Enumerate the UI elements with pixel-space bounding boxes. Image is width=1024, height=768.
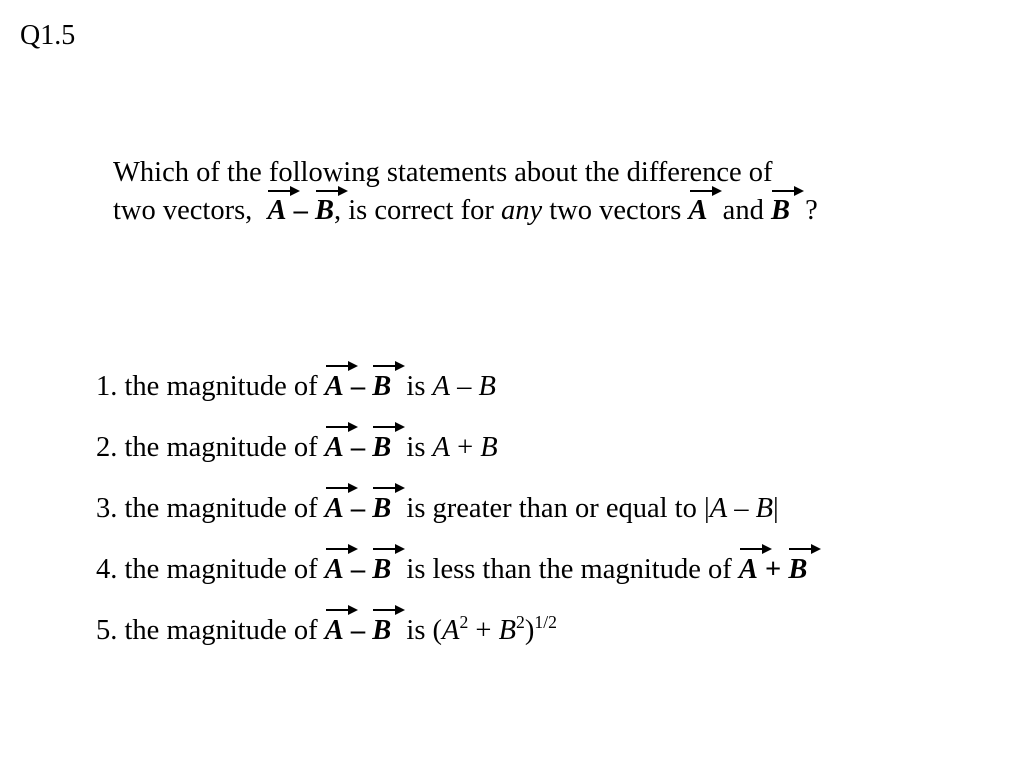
answer-option-4[interactable]: 4. the magnitude of A – B is less than the magnitude of A + B bbox=[96, 550, 996, 611]
vector-b-symbol: B bbox=[372, 367, 391, 407]
vector-a-symbol: A bbox=[325, 550, 344, 590]
vector-a-symbol: A bbox=[325, 428, 344, 468]
vector-b-symbol: B bbox=[372, 428, 391, 468]
question-line-2: two vectors, A – B, is correct for any two vectors A and B ? bbox=[113, 192, 973, 230]
vector-a-symbol: A bbox=[325, 367, 344, 407]
vector-a-symbol: A bbox=[325, 611, 344, 651]
answer-option-1[interactable]: 1. the magnitude of A – B is A – B bbox=[96, 367, 996, 428]
answer-option-5[interactable]: 5. the magnitude of A – B is $(A^2 + B^2)^{1/2}$ bbox=[96, 611, 996, 672]
answer-option-2[interactable]: 2. the magnitude of A – B is A + B bbox=[96, 428, 996, 489]
answer-option-3[interactable]: 3. the magnitude of A – B is greater than or equal to |A – B| bbox=[96, 489, 996, 550]
vector-a-symbol: A bbox=[689, 192, 708, 230]
question-id: Q1.5 bbox=[20, 20, 76, 51]
vector-a-symbol: A bbox=[267, 192, 286, 230]
vector-b-symbol: B bbox=[372, 611, 391, 651]
vector-b-symbol: B bbox=[771, 192, 790, 230]
vector-b-symbol: B bbox=[372, 489, 391, 529]
vector-b-symbol: B bbox=[315, 192, 334, 230]
question-prompt bbox=[113, 154, 973, 230]
vector-a-symbol: A bbox=[325, 489, 344, 529]
vector-b-symbol: B bbox=[372, 550, 391, 590]
vector-a-symbol: A bbox=[739, 550, 758, 590]
question-line-1: Which of the following statements about the difference of bbox=[113, 157, 773, 188]
vector-b-symbol: B bbox=[788, 550, 807, 590]
answer-options bbox=[96, 367, 996, 672]
